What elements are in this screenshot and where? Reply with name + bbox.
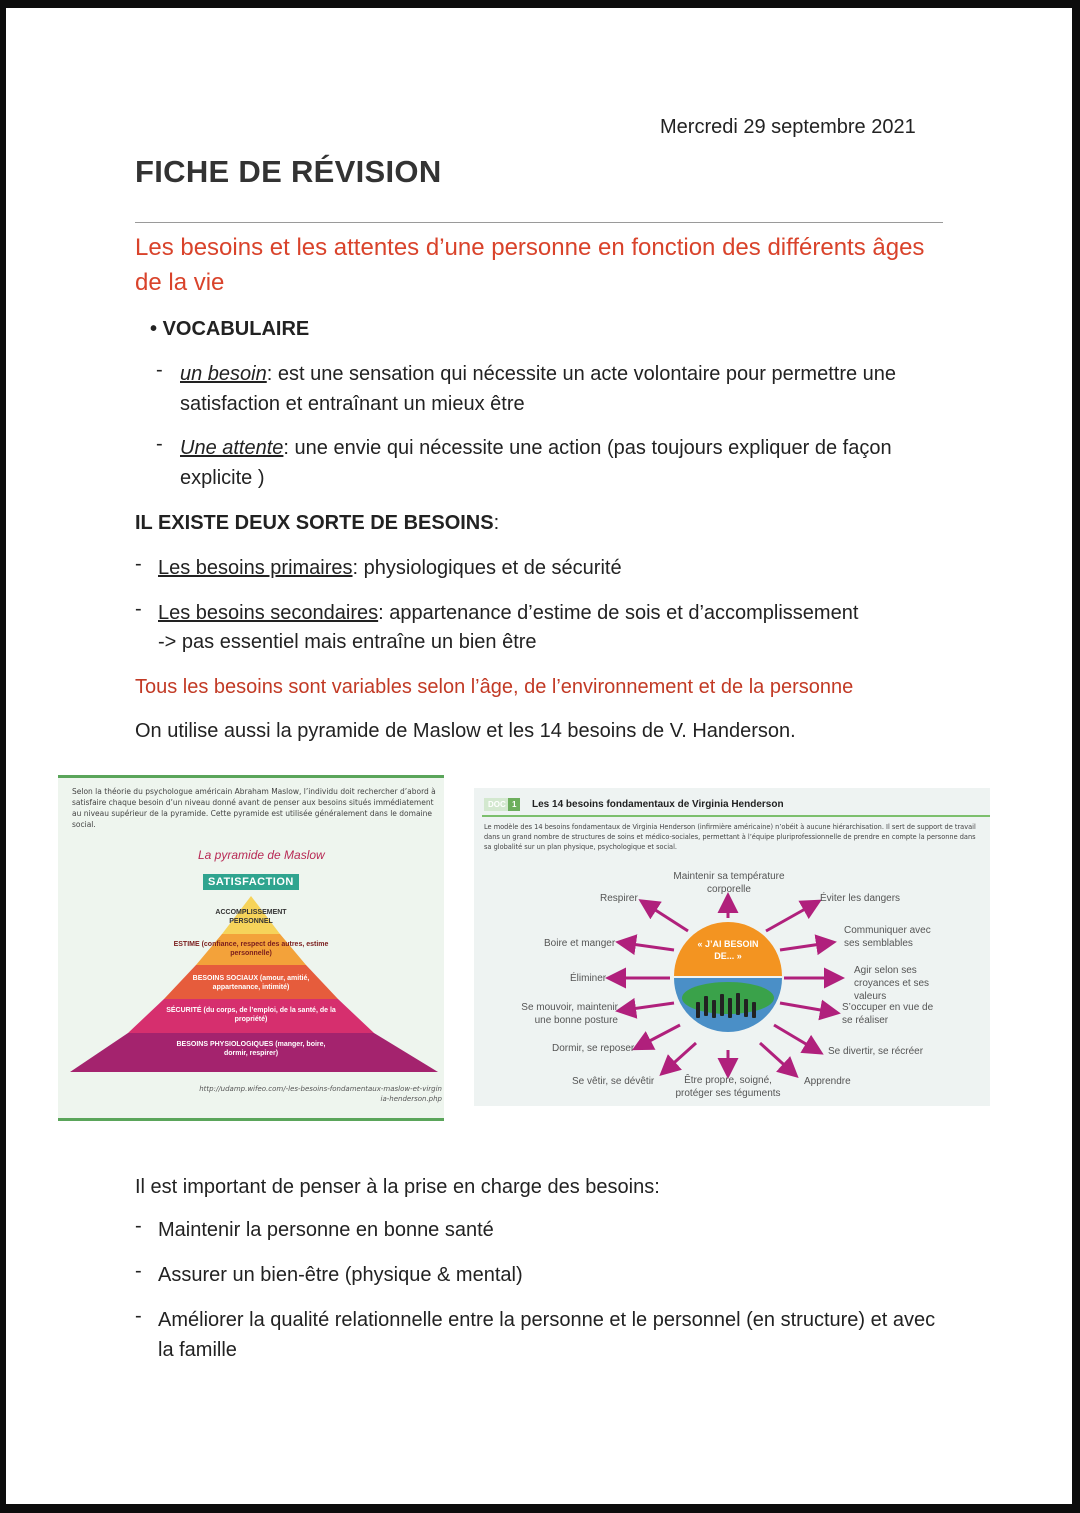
- center-label: « J’AI BESOIN DE... »: [697, 939, 759, 961]
- need-dormir: Dormir, se reposer: [552, 1043, 635, 1054]
- arrow-icon: [624, 1003, 674, 1010]
- dash: -: [156, 433, 163, 455]
- bullet-icon: •: [150, 318, 158, 340]
- divider: [135, 222, 943, 223]
- dash: -: [135, 553, 142, 575]
- term-attente: Une attente: [180, 437, 284, 459]
- doc-label: DOC: [484, 798, 510, 811]
- henderson-intro: Le modèle des 14 besoins fondamentaux de Virginia Henderson (infirmière américaine) n’obéit à aucune hiérarchisation. Il sert de support de travail dans un grand nombre de structures de soins et médico-sociales, permettant à l’équipe pluriprofessionnelle de prendre en compte la personne dans sa globalité sur un plan physique, psychologique et social.: [484, 823, 976, 851]
- need-apprendre: Apprendre: [804, 1076, 851, 1087]
- maslow-figure: [58, 775, 444, 1121]
- need-eliminer: Éliminer: [570, 973, 607, 984]
- need-boire-manger: Boire et manger: [544, 938, 616, 949]
- need-dangers: Éviter les dangers: [820, 893, 901, 904]
- level-label-estime: ESTIME (confiance, respect des autres, estime personnelle): [173, 941, 329, 957]
- doc-number: 1: [508, 798, 520, 811]
- henderson-figure: [474, 788, 990, 1106]
- need-divertir: Se divertir, se récréer: [828, 1046, 924, 1057]
- arrow-icon: [780, 943, 828, 950]
- maslow-intro: Selon la théorie du psychologue américain Abraham Maslow, l’individu doit rechercher d’abord à satisfaire chaque besoin d’un niveau donné avant de penser aux besoins situés immédiatement au niveau supérieur de la pyramide. Cette pyramide est utilisée généralement dans le domaine social.: [72, 787, 436, 829]
- definition-attente: Une attente: une envie qui nécessite une action (pas toujours expliquer de façon explicite ): [180, 437, 892, 489]
- besoins-secondaires: Les besoins secondaires: appartenance d’estime de sois et d’accomplissement: [158, 602, 859, 624]
- need-communiquer: Communiquer avec ses semblables: [844, 925, 931, 949]
- level-label-social: BESOINS SOCIAUX (amour, amitié, appartenance, intimité): [192, 975, 310, 991]
- types-heading: IL EXISTE DEUX SORTE DE BESOINS:: [135, 512, 500, 534]
- arrow-icon: [774, 1025, 816, 1050]
- arrow-icon: [640, 1025, 680, 1046]
- arrow-icon: [646, 904, 688, 931]
- prise-en-charge-intro: Il est important de penser à la prise en charge des besoins:: [135, 1176, 660, 1198]
- arrow-icon: [666, 1043, 696, 1070]
- need-realiser: S’occuper en vue de se réaliser: [842, 1002, 934, 1026]
- maslow-title: La pyramide de Maslow: [198, 848, 325, 862]
- definition-besoin: un besoin: est une sensation qui nécessite un acte volontaire pour permettre une satisfaction et entraînant un mieux être: [180, 363, 897, 415]
- besoins-primaires: Les besoins primaires: physiologiques et de sécurité: [158, 557, 622, 579]
- prise-item: Maintenir la personne en bonne santé: [158, 1219, 494, 1241]
- date: Mercredi 29 septembre 2021: [660, 116, 916, 138]
- dash: -: [135, 1215, 142, 1237]
- secondaires-note: -> pas essentiel mais entraîne un bien être: [158, 631, 537, 653]
- term-secondaires: Les besoins secondaires: [158, 602, 379, 624]
- dash: -: [135, 1305, 142, 1327]
- need-vetir: Se vêtir, se dévêtir: [572, 1076, 655, 1087]
- need-temperature: Maintenir sa température corporelle: [673, 871, 785, 895]
- maslow-source: http://udamp.wifeo.com/-les-besoins-fondamentaux-maslow-et-virginia-henderson.php: [199, 1085, 442, 1103]
- section-subtitle: Les besoins et les attentes d’une personne en fonction des différents âges de la vie: [135, 234, 925, 296]
- need-mouvoir: Se mouvoir, maintenir une bonne posture: [521, 1002, 618, 1026]
- henderson-title: Les 14 besoins fondamentaux de Virginia Henderson: [532, 799, 784, 810]
- arrow-icon: [780, 1003, 832, 1012]
- page-title: FICHE DE RÉVISION: [135, 154, 442, 189]
- term-besoin: un besoin: [180, 363, 267, 385]
- level-label-physiologique: BESOINS PHYSIOLOGIQUES (manger, boire, dormir, respirer): [176, 1041, 326, 1057]
- need-croyances: Agir selon ses croyances et ses valeurs: [854, 965, 930, 1002]
- arrow-icon: [624, 943, 674, 950]
- dash: -: [135, 1260, 142, 1282]
- vocabulaire-heading: • VOCABULAIRE: [150, 318, 310, 340]
- arrow-icon: [760, 1043, 792, 1072]
- highlight-text: Tous les besoins sont variables selon l’âge, de l’environnement et de la personne: [135, 676, 854, 698]
- level-label-accomplissement: ACCOMPLISSEMENT PERSONNEL: [215, 909, 287, 925]
- satisfaction-badge: SATISFACTION: [203, 874, 299, 890]
- prise-item: Améliorer la qualité relationnelle entre la personne et le personnel (en structure) et avec la famille: [158, 1309, 936, 1361]
- prise-item: Assurer un bien-être (physique & mental): [158, 1264, 523, 1286]
- term-primaires: Les besoins primaires: [158, 557, 353, 579]
- arrow-icon: [766, 904, 814, 931]
- need-respirer: Respirer: [600, 893, 638, 904]
- dash: -: [135, 598, 142, 620]
- dash: -: [156, 359, 163, 381]
- maslow-sentence: On utilise aussi la pyramide de Maslow et les 14 besoins de V. Handerson.: [135, 720, 796, 742]
- level-label-securite: SÉCURITÉ (du corps, de l’emploi, de la santé, de la propriété): [166, 1007, 336, 1023]
- need-propre: Être propre, soigné, protéger ses téguments: [675, 1075, 781, 1099]
